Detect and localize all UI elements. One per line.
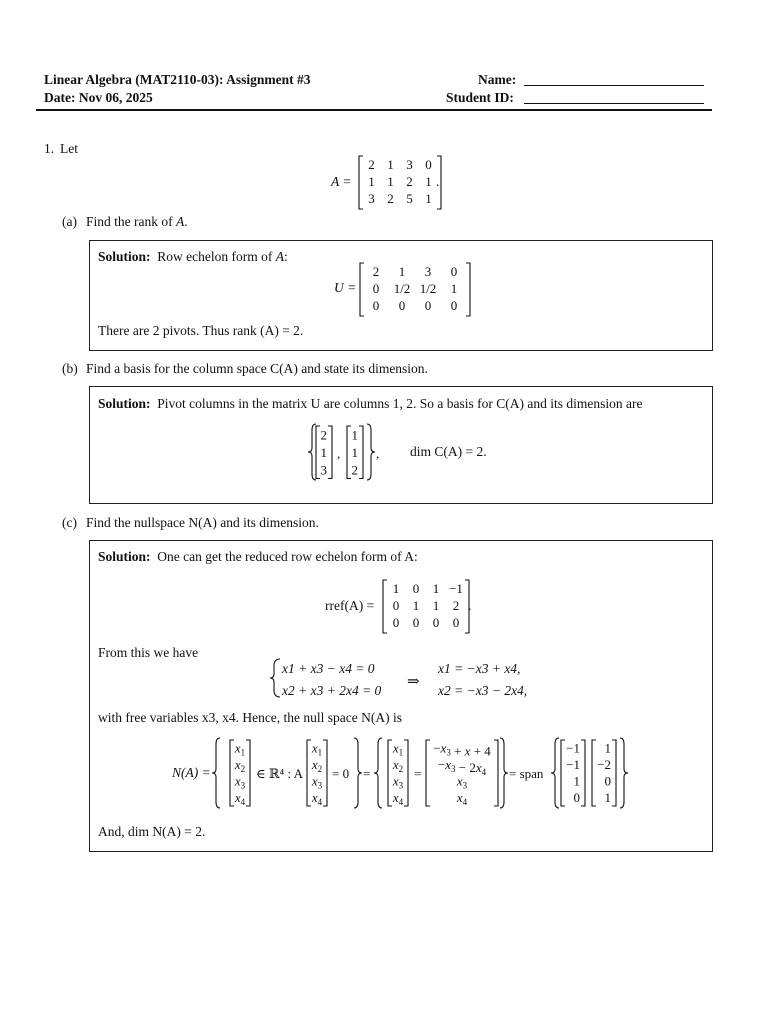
free-variables-text: with free variables x3, x4. Hence, the null space N(A) is [98,710,403,725]
matrix-a-entry: 3 [368,191,375,206]
matrix-u-entry: 0 [398,298,406,313]
matrix-a-entry: 5 [406,191,413,206]
vector-left-bracket [230,740,234,806]
set-right-brace [354,738,362,808]
basis-comma: , [376,446,380,461]
vector-entry: 1 [320,445,327,460]
vector-entry: 0 [573,790,580,805]
matrix-a-entry: 1 [387,157,394,172]
vector-entry: $x_3$ [234,773,246,791]
matrix-u-entry: 0 [450,264,458,279]
vector-entry: 1 [604,740,611,756]
matrix-u-entry: 1 [398,264,406,279]
in-r4-text: ∈ ℝ⁴ : A [256,766,303,781]
matrix-a-entry: 2 [368,157,375,172]
solution-c-conclusion: And, dim N(A) = 2. [98,824,206,839]
matrix-a-entry: 2 [387,191,394,206]
matrix-u-entry: 0 [372,298,380,313]
vector-entry: $x_3$ [311,773,323,791]
set-left-brace [374,738,382,808]
from-this-text: From this we have [98,645,199,660]
rref-entry: 1 [412,598,420,613]
vector-entry: 0 [604,773,611,789]
system-eq-2: x2 + x3 + 2x4 = 0 [282,683,382,698]
matrix-a-label: A = [331,174,352,189]
vector-entry: $x_1$ [234,740,246,758]
solution-a-conclusion: There are 2 pivots. Thus rank (A) = 2. [98,323,304,338]
set-left-brace [551,738,559,808]
vector-entry: $-x_3 + x + 4$ [433,740,491,759]
vector-entry: 2 [351,462,358,478]
matrix-a-entry: 3 [406,157,413,172]
vector-right-bracket [612,740,616,806]
matrix-a-entry: 1 [425,174,432,189]
vector-entry: −1 [566,757,580,772]
vector-left-bracket [388,740,392,806]
span-label: = span [509,766,544,781]
rref-entry: −1 [449,581,463,596]
implies-arrow: ⇒ [407,674,420,690]
matrix-u-label: U = [334,280,357,295]
matrix-u-entry: 1/2 [419,281,437,296]
matrix-a-entry: 2 [406,174,413,189]
rref-entry: 1 [432,598,440,613]
matrix-a-entry: 1 [425,191,432,206]
rref-entry: 0 [392,615,400,630]
nullspace-label: N(A) = [172,765,211,780]
rref-entry: 0 [412,581,420,596]
set-left-brace [212,738,220,808]
vector-entry: $x_2$ [234,757,246,774]
matrix-u-entry: 0 [450,298,458,313]
vector-entry: $x_2$ [311,757,323,774]
vector-entry: $x_1$ [392,740,404,758]
rref-entry: 0 [452,615,460,630]
part-a-label: (a) [62,214,77,229]
vector-left-bracket [561,740,565,806]
problem-let: Let [60,141,78,156]
vector-entry: −1 [566,740,580,756]
vector-entry: $x_3$ [456,773,468,791]
matrix-a-period: . [436,174,440,189]
vector-entry: $x_4$ [311,790,323,807]
rref-entry: 1 [392,581,400,596]
equals-sign: = [363,766,371,781]
part-a-question: Find the rank of A. [86,214,188,229]
part-c-question: Find the nullspace N(A) and its dimension. [86,515,319,530]
name-label: Name: [478,72,517,87]
matrix-u-entry: 1 [450,281,458,296]
vector-right-bracket [404,740,408,806]
vector-entry: −2 [597,757,611,772]
solution-b-text: Solution: Pivot columns in the matrix U are columns 1, 2. So a basis for C(A) and its dimension are [98,396,643,411]
rref-entry: 0 [432,615,440,630]
vector-entry: 1 [351,427,358,443]
vector-entry: 3 [320,462,327,478]
solved-eq-2: x2 = −x3 − 2x4, [438,683,528,698]
equals-zero: = 0 [332,766,350,781]
dim-column-space: dim C(A) = 2. [410,444,487,459]
matrix-u-entry: 3 [424,264,432,279]
vector-entry: $-x_3 - 2x_4$ [437,757,487,777]
rref-entry: 1 [432,581,440,596]
vector-left-bracket [592,740,596,806]
vector-entry: $x_1$ [311,740,323,758]
matrix-u-entry: 1/2 [393,281,411,296]
vector-entry: 2 [320,427,327,443]
basis-comma: , [337,446,341,461]
equals-sign: = [414,766,422,781]
part-b-question: Find a basis for the column space C(A) and state its dimension. [86,361,428,376]
solution-a-intro: Solution: Row echelon form of A: [98,249,288,264]
vector-entry: $x_4$ [456,790,468,807]
solution-c-intro: Solution: One can get the reduced row echelon form of A: [98,549,418,564]
rref-entry: 0 [392,598,400,613]
vector-entry: $x_3$ [392,773,404,791]
set-right-brace [620,738,628,808]
student-id-label: Student ID: [446,90,514,105]
matrix-u-entry: 2 [372,264,380,279]
rref-period: . [468,598,472,613]
matrix-u-entry: 0 [372,281,380,296]
vector-entry: $x_4$ [234,790,246,807]
matrix-a-entry: 1 [387,174,394,189]
rref-entry: 0 [412,615,420,630]
part-b-label: (b) [62,361,78,376]
vector-right-bracket [246,740,250,806]
vector-entry: 1 [573,773,580,789]
part-c-label: (c) [62,515,77,530]
vector-entry: $x_2$ [392,757,404,774]
set-right-brace [500,738,508,808]
matrix-a-entry: 0 [425,157,432,172]
vector-right-bracket [494,740,498,806]
vector-left-bracket [426,740,430,806]
assignment-date: Date: Nov 06, 2025 [44,90,153,105]
rref-entry: 2 [452,598,460,613]
vector-right-bracket [581,740,585,806]
matrix-a-entry: 1 [368,174,375,189]
vector-entry: 1 [604,790,611,805]
matrix-u-entry: 0 [424,298,432,313]
assignment-title: Linear Algebra (MAT2110-03): Assignment #3 [44,72,311,87]
vector-entry: 1 [351,445,358,460]
rref-label: rref(A) = [325,598,375,613]
solved-eq-1: x1 = −x3 + x4, [438,661,521,676]
vector-right-bracket [323,740,327,806]
system-eq-1: x1 + x3 − x4 = 0 [282,661,375,676]
problem-number: 1. [44,141,55,156]
vector-left-bracket [307,740,311,806]
vector-entry: $x_4$ [392,790,404,807]
